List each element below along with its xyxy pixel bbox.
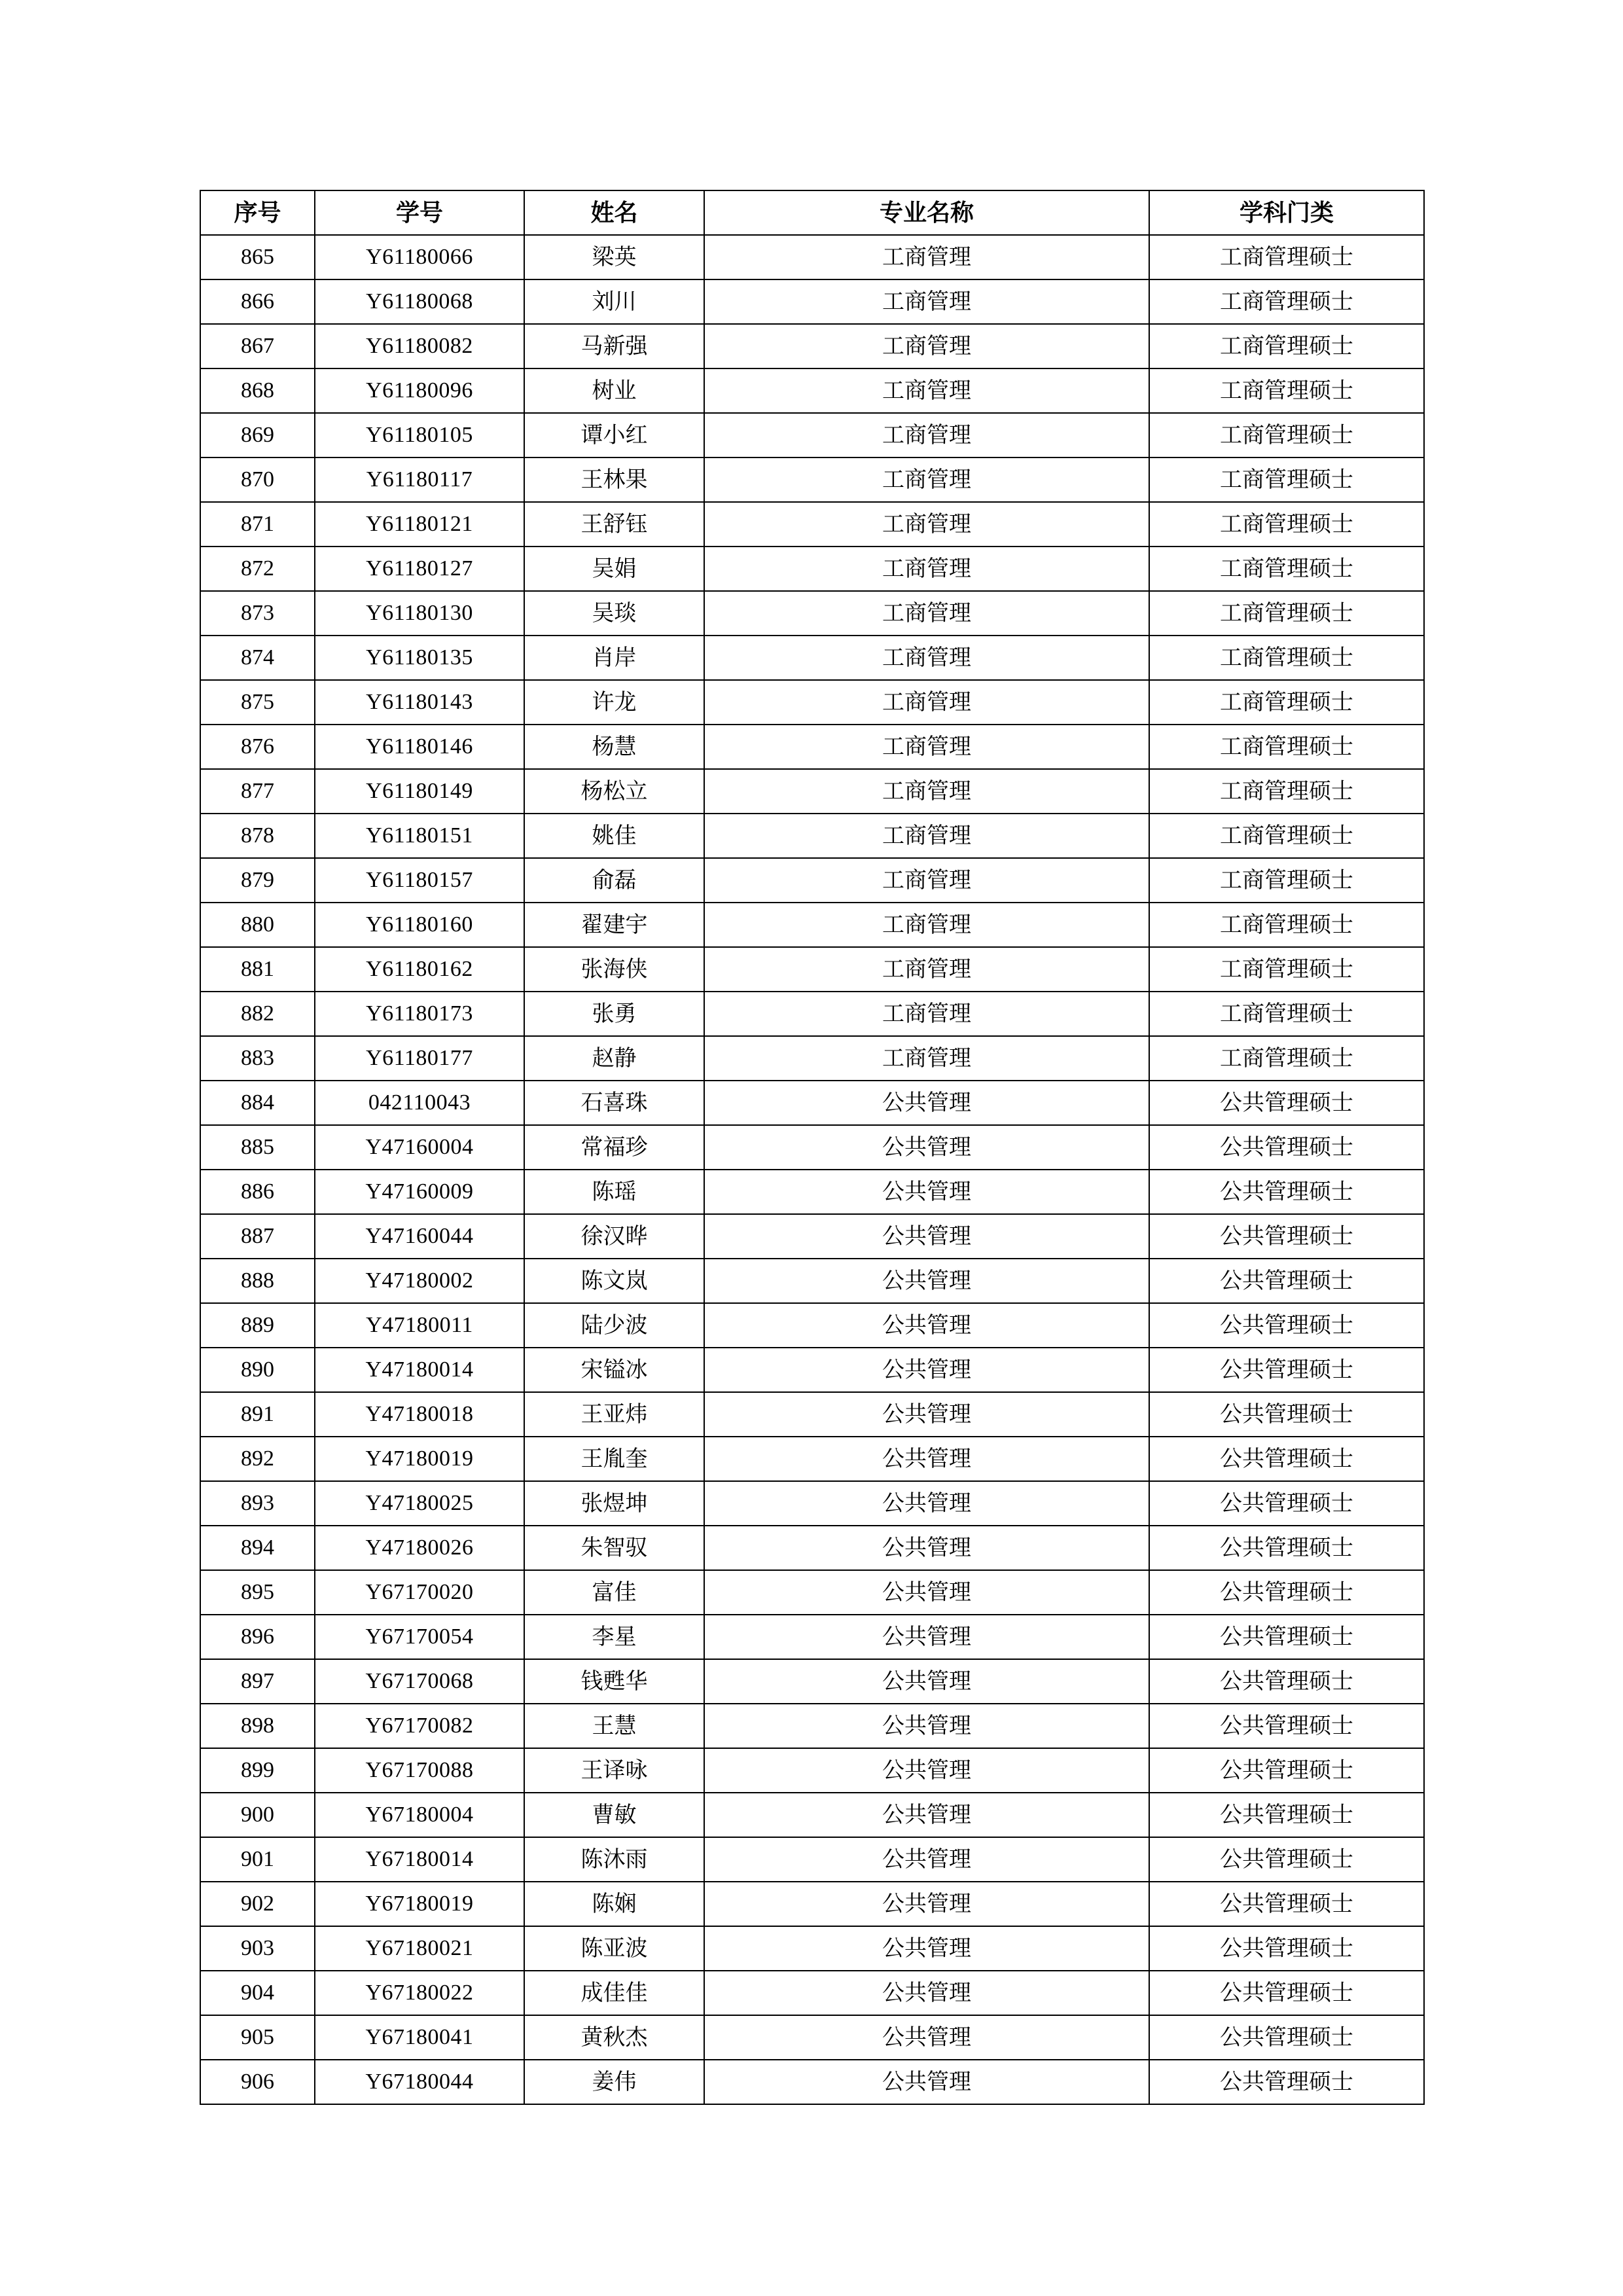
cell-major: 公共管理 bbox=[704, 1392, 1149, 1437]
cell-sequence: 886 bbox=[200, 1170, 315, 1214]
table-row bbox=[200, 368, 1424, 413]
cell-name: 陈亚波 bbox=[524, 1926, 704, 1971]
cell-sequence: 892 bbox=[200, 1437, 315, 1481]
cell-student-id: Y47180018 bbox=[315, 1392, 524, 1437]
column-header-sequence: 序号 bbox=[200, 190, 315, 235]
cell-discipline-category: 工商管理硕士 bbox=[1149, 858, 1424, 903]
cell-name: 陈瑶 bbox=[524, 1170, 704, 1214]
cell-major: 工商管理 bbox=[704, 725, 1149, 769]
cell-sequence: 893 bbox=[200, 1481, 315, 1526]
cell-name: 吴琰 bbox=[524, 591, 704, 636]
cell-major: 公共管理 bbox=[704, 1926, 1149, 1971]
cell-major: 公共管理 bbox=[704, 2060, 1149, 2104]
cell-name: 树业 bbox=[524, 368, 704, 413]
cell-major: 公共管理 bbox=[704, 1882, 1149, 1926]
cell-name: 李星 bbox=[524, 1615, 704, 1659]
column-header-discipline-category: 学科门类 bbox=[1149, 190, 1424, 235]
cell-major: 工商管理 bbox=[704, 413, 1149, 457]
cell-major: 公共管理 bbox=[704, 1570, 1149, 1615]
cell-name: 王译咏 bbox=[524, 1748, 704, 1793]
cell-student-id: Y47180019 bbox=[315, 1437, 524, 1481]
cell-sequence: 901 bbox=[200, 1837, 315, 1882]
table-row bbox=[200, 1170, 1424, 1214]
cell-sequence: 897 bbox=[200, 1659, 315, 1704]
cell-major: 公共管理 bbox=[704, 1837, 1149, 1882]
cell-major: 工商管理 bbox=[704, 368, 1149, 413]
table-body bbox=[200, 235, 1424, 2104]
table-row bbox=[200, 1570, 1424, 1615]
cell-sequence: 891 bbox=[200, 1392, 315, 1437]
cell-name: 许龙 bbox=[524, 680, 704, 725]
cell-major: 公共管理 bbox=[704, 1348, 1149, 1392]
cell-major: 工商管理 bbox=[704, 814, 1149, 858]
cell-sequence: 884 bbox=[200, 1081, 315, 1125]
cell-name: 常福珍 bbox=[524, 1125, 704, 1170]
cell-sequence: 865 bbox=[200, 235, 315, 279]
cell-name: 张勇 bbox=[524, 992, 704, 1036]
cell-discipline-category: 工商管理硕士 bbox=[1149, 324, 1424, 368]
table-row bbox=[200, 680, 1424, 725]
table-row bbox=[200, 2060, 1424, 2104]
cell-major: 公共管理 bbox=[704, 1303, 1149, 1348]
cell-name: 石喜珠 bbox=[524, 1081, 704, 1125]
cell-name: 陈娴 bbox=[524, 1882, 704, 1926]
cell-student-id: Y47180002 bbox=[315, 1259, 524, 1303]
cell-major: 公共管理 bbox=[704, 1170, 1149, 1214]
cell-major: 公共管理 bbox=[704, 1125, 1149, 1170]
cell-major: 公共管理 bbox=[704, 1704, 1149, 1748]
cell-discipline-category: 公共管理硕士 bbox=[1149, 1659, 1424, 1704]
cell-discipline-category: 工商管理硕士 bbox=[1149, 413, 1424, 457]
cell-name: 刘川 bbox=[524, 279, 704, 324]
cell-name: 王林果 bbox=[524, 457, 704, 502]
cell-discipline-category: 公共管理硕士 bbox=[1149, 2060, 1424, 2104]
cell-sequence: 902 bbox=[200, 1882, 315, 1926]
cell-major: 工商管理 bbox=[704, 1036, 1149, 1081]
table-row bbox=[200, 2015, 1424, 2060]
table-row bbox=[200, 1748, 1424, 1793]
table-row bbox=[200, 591, 1424, 636]
table-row bbox=[200, 1704, 1424, 1748]
cell-student-id: Y67170068 bbox=[315, 1659, 524, 1704]
cell-name: 赵静 bbox=[524, 1036, 704, 1081]
cell-discipline-category: 工商管理硕士 bbox=[1149, 1036, 1424, 1081]
cell-name: 陆少波 bbox=[524, 1303, 704, 1348]
cell-student-id: Y67170088 bbox=[315, 1748, 524, 1793]
cell-major: 工商管理 bbox=[704, 279, 1149, 324]
column-header-major: 专业名称 bbox=[704, 190, 1149, 235]
cell-sequence: 903 bbox=[200, 1926, 315, 1971]
table-row bbox=[200, 769, 1424, 814]
cell-name: 王舒钰 bbox=[524, 502, 704, 547]
cell-student-id: Y67170054 bbox=[315, 1615, 524, 1659]
cell-student-id: Y61180173 bbox=[315, 992, 524, 1036]
student-roster-table bbox=[200, 190, 1425, 2105]
table-row bbox=[200, 1615, 1424, 1659]
cell-major: 公共管理 bbox=[704, 1481, 1149, 1526]
cell-sequence: 873 bbox=[200, 591, 315, 636]
cell-student-id: Y47180026 bbox=[315, 1526, 524, 1570]
cell-student-id: Y61180105 bbox=[315, 413, 524, 457]
cell-name: 陈沐雨 bbox=[524, 1837, 704, 1882]
table-row bbox=[200, 1837, 1424, 1882]
cell-sequence: 885 bbox=[200, 1125, 315, 1170]
roster-table-container bbox=[200, 190, 1423, 2105]
cell-student-id: Y61180082 bbox=[315, 324, 524, 368]
cell-discipline-category: 工商管理硕士 bbox=[1149, 279, 1424, 324]
cell-student-id: Y67180004 bbox=[315, 1793, 524, 1837]
cell-major: 公共管理 bbox=[704, 1081, 1149, 1125]
cell-student-id: Y67180021 bbox=[315, 1926, 524, 1971]
cell-student-id: Y47180014 bbox=[315, 1348, 524, 1392]
cell-sequence: 889 bbox=[200, 1303, 315, 1348]
cell-student-id: Y61180127 bbox=[315, 547, 524, 591]
table-row bbox=[200, 235, 1424, 279]
cell-discipline-category: 公共管理硕士 bbox=[1149, 1125, 1424, 1170]
cell-discipline-category: 公共管理硕士 bbox=[1149, 1170, 1424, 1214]
cell-name: 俞磊 bbox=[524, 858, 704, 903]
cell-name: 陈文岚 bbox=[524, 1259, 704, 1303]
table-row bbox=[200, 502, 1424, 547]
table-row bbox=[200, 1392, 1424, 1437]
table-header bbox=[200, 190, 1424, 235]
table-row bbox=[200, 1125, 1424, 1170]
cell-major: 工商管理 bbox=[704, 591, 1149, 636]
cell-discipline-category: 工商管理硕士 bbox=[1149, 769, 1424, 814]
cell-sequence: 888 bbox=[200, 1259, 315, 1303]
cell-name: 富佳 bbox=[524, 1570, 704, 1615]
cell-name: 王慧 bbox=[524, 1704, 704, 1748]
cell-major: 工商管理 bbox=[704, 903, 1149, 947]
table-row bbox=[200, 858, 1424, 903]
cell-major: 公共管理 bbox=[704, 1793, 1149, 1837]
cell-student-id: Y67180014 bbox=[315, 1837, 524, 1882]
cell-student-id: Y61180151 bbox=[315, 814, 524, 858]
cell-name: 朱智驭 bbox=[524, 1526, 704, 1570]
cell-sequence: 905 bbox=[200, 2015, 315, 2060]
cell-sequence: 890 bbox=[200, 1348, 315, 1392]
table-header-row bbox=[200, 190, 1424, 235]
cell-discipline-category: 工商管理硕士 bbox=[1149, 947, 1424, 992]
cell-sequence: 887 bbox=[200, 1214, 315, 1259]
cell-major: 公共管理 bbox=[704, 1437, 1149, 1481]
cell-discipline-category: 公共管理硕士 bbox=[1149, 1615, 1424, 1659]
table-row bbox=[200, 636, 1424, 680]
cell-student-id: Y67170020 bbox=[315, 1570, 524, 1615]
cell-sequence: 869 bbox=[200, 413, 315, 457]
table-row bbox=[200, 1526, 1424, 1570]
cell-student-id: Y61180130 bbox=[315, 591, 524, 636]
cell-sequence: 896 bbox=[200, 1615, 315, 1659]
table-row bbox=[200, 1437, 1424, 1481]
cell-discipline-category: 公共管理硕士 bbox=[1149, 1837, 1424, 1882]
cell-discipline-category: 工商管理硕士 bbox=[1149, 502, 1424, 547]
cell-student-id: Y67180022 bbox=[315, 1971, 524, 2015]
cell-student-id: Y61180121 bbox=[315, 502, 524, 547]
cell-student-id: 042110043 bbox=[315, 1081, 524, 1125]
cell-name: 张煜坤 bbox=[524, 1481, 704, 1526]
cell-name: 马新强 bbox=[524, 324, 704, 368]
cell-discipline-category: 公共管理硕士 bbox=[1149, 1437, 1424, 1481]
cell-sequence: 878 bbox=[200, 814, 315, 858]
cell-name: 宋镒冰 bbox=[524, 1348, 704, 1392]
cell-name: 钱甦华 bbox=[524, 1659, 704, 1704]
cell-major: 公共管理 bbox=[704, 1659, 1149, 1704]
table-row bbox=[200, 1259, 1424, 1303]
cell-discipline-category: 公共管理硕士 bbox=[1149, 1081, 1424, 1125]
cell-major: 公共管理 bbox=[704, 2015, 1149, 2060]
table-row bbox=[200, 1481, 1424, 1526]
cell-sequence: 906 bbox=[200, 2060, 315, 2104]
table-row bbox=[200, 1882, 1424, 1926]
cell-sequence: 899 bbox=[200, 1748, 315, 1793]
cell-name: 翟建宇 bbox=[524, 903, 704, 947]
table-row bbox=[200, 992, 1424, 1036]
cell-major: 工商管理 bbox=[704, 858, 1149, 903]
cell-sequence: 894 bbox=[200, 1526, 315, 1570]
table-row bbox=[200, 1303, 1424, 1348]
cell-name: 吴娟 bbox=[524, 547, 704, 591]
table-row bbox=[200, 725, 1424, 769]
cell-student-id: Y61180143 bbox=[315, 680, 524, 725]
cell-discipline-category: 工商管理硕士 bbox=[1149, 591, 1424, 636]
table-row bbox=[200, 324, 1424, 368]
cell-major: 公共管理 bbox=[704, 1526, 1149, 1570]
cell-sequence: 872 bbox=[200, 547, 315, 591]
cell-student-id: Y61180157 bbox=[315, 858, 524, 903]
cell-student-id: Y61180177 bbox=[315, 1036, 524, 1081]
cell-discipline-category: 工商管理硕士 bbox=[1149, 368, 1424, 413]
cell-major: 公共管理 bbox=[704, 1259, 1149, 1303]
cell-discipline-category: 公共管理硕士 bbox=[1149, 1570, 1424, 1615]
cell-major: 工商管理 bbox=[704, 769, 1149, 814]
cell-name: 谭小红 bbox=[524, 413, 704, 457]
cell-major: 工商管理 bbox=[704, 992, 1149, 1036]
cell-discipline-category: 工商管理硕士 bbox=[1149, 547, 1424, 591]
cell-name: 张海侠 bbox=[524, 947, 704, 992]
cell-discipline-category: 公共管理硕士 bbox=[1149, 1214, 1424, 1259]
table-row bbox=[200, 457, 1424, 502]
table-row bbox=[200, 1081, 1424, 1125]
cell-name: 王亚炜 bbox=[524, 1392, 704, 1437]
cell-name: 曹敏 bbox=[524, 1793, 704, 1837]
cell-name: 杨慧 bbox=[524, 725, 704, 769]
cell-major: 工商管理 bbox=[704, 547, 1149, 591]
table-row bbox=[200, 1926, 1424, 1971]
cell-sequence: 876 bbox=[200, 725, 315, 769]
cell-sequence: 900 bbox=[200, 1793, 315, 1837]
table-row bbox=[200, 413, 1424, 457]
cell-student-id: Y47180011 bbox=[315, 1303, 524, 1348]
cell-student-id: Y67170082 bbox=[315, 1704, 524, 1748]
table-row bbox=[200, 814, 1424, 858]
cell-student-id: Y61180068 bbox=[315, 279, 524, 324]
cell-discipline-category: 工商管理硕士 bbox=[1149, 814, 1424, 858]
cell-sequence: 881 bbox=[200, 947, 315, 992]
cell-sequence: 898 bbox=[200, 1704, 315, 1748]
cell-discipline-category: 工商管理硕士 bbox=[1149, 725, 1424, 769]
table-row bbox=[200, 1036, 1424, 1081]
table-row bbox=[200, 947, 1424, 992]
table-row bbox=[200, 1971, 1424, 2015]
cell-sequence: 874 bbox=[200, 636, 315, 680]
cell-sequence: 868 bbox=[200, 368, 315, 413]
cell-name: 杨松立 bbox=[524, 769, 704, 814]
table-row bbox=[200, 903, 1424, 947]
cell-major: 工商管理 bbox=[704, 502, 1149, 547]
cell-sequence: 867 bbox=[200, 324, 315, 368]
cell-student-id: Y61180066 bbox=[315, 235, 524, 279]
cell-name: 姜伟 bbox=[524, 2060, 704, 2104]
cell-discipline-category: 公共管理硕士 bbox=[1149, 1793, 1424, 1837]
cell-student-id: Y61180160 bbox=[315, 903, 524, 947]
cell-sequence: 875 bbox=[200, 680, 315, 725]
cell-discipline-category: 工商管理硕士 bbox=[1149, 680, 1424, 725]
cell-sequence: 904 bbox=[200, 1971, 315, 2015]
cell-sequence: 871 bbox=[200, 502, 315, 547]
cell-major: 公共管理 bbox=[704, 1748, 1149, 1793]
cell-discipline-category: 公共管理硕士 bbox=[1149, 1303, 1424, 1348]
cell-discipline-category: 公共管理硕士 bbox=[1149, 1926, 1424, 1971]
table-row bbox=[200, 1659, 1424, 1704]
cell-student-id: Y61180117 bbox=[315, 457, 524, 502]
table-row bbox=[200, 547, 1424, 591]
cell-major: 公共管理 bbox=[704, 1214, 1149, 1259]
cell-discipline-category: 公共管理硕士 bbox=[1149, 1748, 1424, 1793]
cell-sequence: 880 bbox=[200, 903, 315, 947]
cell-sequence: 870 bbox=[200, 457, 315, 502]
cell-major: 工商管理 bbox=[704, 680, 1149, 725]
cell-sequence: 895 bbox=[200, 1570, 315, 1615]
table-row bbox=[200, 1348, 1424, 1392]
cell-discipline-category: 公共管理硕士 bbox=[1149, 1392, 1424, 1437]
cell-major: 工商管理 bbox=[704, 636, 1149, 680]
cell-sequence: 882 bbox=[200, 992, 315, 1036]
cell-major: 工商管理 bbox=[704, 235, 1149, 279]
cell-discipline-category: 公共管理硕士 bbox=[1149, 1704, 1424, 1748]
cell-sequence: 883 bbox=[200, 1036, 315, 1081]
table-row bbox=[200, 279, 1424, 324]
cell-discipline-category: 公共管理硕士 bbox=[1149, 1348, 1424, 1392]
cell-student-id: Y67180044 bbox=[315, 2060, 524, 2104]
cell-student-id: Y47180025 bbox=[315, 1481, 524, 1526]
cell-discipline-category: 公共管理硕士 bbox=[1149, 2015, 1424, 2060]
cell-major: 公共管理 bbox=[704, 1615, 1149, 1659]
cell-student-id: Y47160044 bbox=[315, 1214, 524, 1259]
cell-student-id: Y61180135 bbox=[315, 636, 524, 680]
cell-name: 王胤奎 bbox=[524, 1437, 704, 1481]
cell-student-id: Y67180041 bbox=[315, 2015, 524, 2060]
cell-student-id: Y61180146 bbox=[315, 725, 524, 769]
cell-student-id: Y61180096 bbox=[315, 368, 524, 413]
cell-major: 工商管理 bbox=[704, 457, 1149, 502]
cell-sequence: 879 bbox=[200, 858, 315, 903]
cell-discipline-category: 工商管理硕士 bbox=[1149, 235, 1424, 279]
cell-name: 梁英 bbox=[524, 235, 704, 279]
cell-major: 工商管理 bbox=[704, 324, 1149, 368]
cell-major: 工商管理 bbox=[704, 947, 1149, 992]
cell-sequence: 866 bbox=[200, 279, 315, 324]
column-header-student-id: 学号 bbox=[315, 190, 524, 235]
cell-student-id: Y61180149 bbox=[315, 769, 524, 814]
cell-discipline-category: 公共管理硕士 bbox=[1149, 1882, 1424, 1926]
cell-name: 肖岸 bbox=[524, 636, 704, 680]
cell-name: 姚佳 bbox=[524, 814, 704, 858]
cell-discipline-category: 公共管理硕士 bbox=[1149, 1481, 1424, 1526]
cell-student-id: Y47160004 bbox=[315, 1125, 524, 1170]
cell-name: 黄秋杰 bbox=[524, 2015, 704, 2060]
cell-discipline-category: 工商管理硕士 bbox=[1149, 903, 1424, 947]
table-row bbox=[200, 1214, 1424, 1259]
cell-student-id: Y47160009 bbox=[315, 1170, 524, 1214]
cell-major: 公共管理 bbox=[704, 1971, 1149, 2015]
cell-student-id: Y67180019 bbox=[315, 1882, 524, 1926]
cell-student-id: Y61180162 bbox=[315, 947, 524, 992]
cell-discipline-category: 工商管理硕士 bbox=[1149, 457, 1424, 502]
cell-name: 成佳佳 bbox=[524, 1971, 704, 2015]
cell-discipline-category: 公共管理硕士 bbox=[1149, 1526, 1424, 1570]
table-row bbox=[200, 1793, 1424, 1837]
cell-discipline-category: 公共管理硕士 bbox=[1149, 1971, 1424, 2015]
cell-discipline-category: 工商管理硕士 bbox=[1149, 636, 1424, 680]
cell-name: 徐汉晔 bbox=[524, 1214, 704, 1259]
column-header-name: 姓名 bbox=[524, 190, 704, 235]
cell-sequence: 877 bbox=[200, 769, 315, 814]
cell-discipline-category: 公共管理硕士 bbox=[1149, 1259, 1424, 1303]
cell-discipline-category: 工商管理硕士 bbox=[1149, 992, 1424, 1036]
